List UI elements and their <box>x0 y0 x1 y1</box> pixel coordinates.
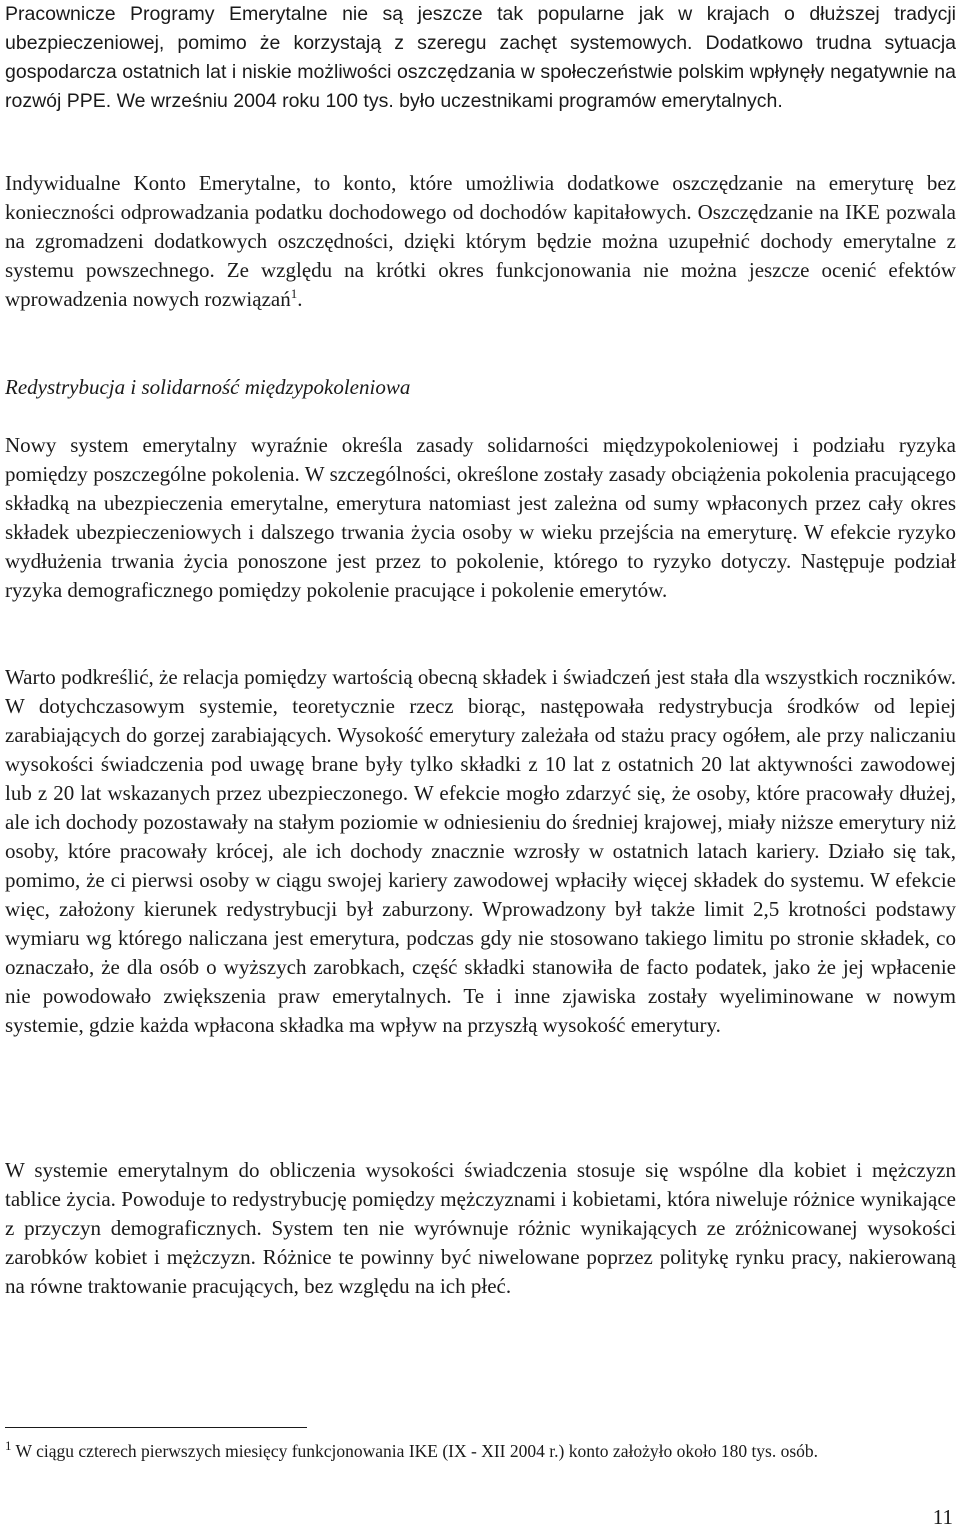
paragraph-ike <box>5 169 956 314</box>
paragraph-ppe <box>5 0 956 116</box>
paragraph-redistribution-text: Warto podkreślić, że relacja pomiędzy wartością obecną składek i świadczeń jest stała dla wszystkich roczników. W dotychczasowym systemie, teoretycznie rzecz biorąc, następowała redystrybucja środków od lepiej zarabiających do gorzej zarabiających. Wysokość emerytury zależała od stażu pracy ogółem, ale przy naliczaniu wysokości świadczenia pod uwagę brane były tylko składki z 10 lat z ostatnich 20 lat aktywności zawodowej lub z 20 lat wskazanych przez ubezpieczonego. W efekcie mogło zdarzyć się, że osoby, które pracowały dłużej, ale ich dochody pozostawały na stałym poziomie w odniesieniu do średniej krajowej, miały niższe emerytury niż osoby, które pracowały krócej, ale ich dochody znacznie wzrosły w ostatnich latach kariery. Działo się tak, pomimo, że ci pierwsi osoby w ciągu swojej kariery zawodowej wpłaciły więcej składek do systemu. W efekcie więc, założony kierunek redystrybucji był zaburzony. Wprowadzony był także limit 2,5 krotności podstawy wymiaru wg którego naliczana jest emerytura, podczas gdy nie stosowano takiego limitu po stronie składek, co oznaczało, że dla osób o wyższych zarobkach, część składki stanowiła de facto podatek, jako że jej wpłacenie nie powodowało zwiększenia praw emerytalnych. Te i inne zjawiska zostały wyeliminowane w nowym systemie, gdzie każda wpłacona składka ma wpływ na przyszłą wysokość emerytury. <box>5 665 956 1037</box>
footnote-separator <box>5 1427 307 1428</box>
paragraph-redistribution <box>5 663 956 1040</box>
footnote-reference[interactable]: 1 <box>290 286 298 301</box>
footnote-number: 1 <box>5 1438 12 1454</box>
page-number: 11 <box>932 1505 953 1529</box>
section-heading: Redystrybucja i solidarność międzypokoleniowa <box>5 375 411 399</box>
paragraph-solidarity <box>5 431 956 605</box>
paragraph-life-tables <box>5 1156 956 1301</box>
footnote <box>5 1438 945 1465</box>
footnote-text: W ciągu czterech pierwszych miesięcy funkcjonowania IKE (IX - XII 2004 r.) konto założyło około 180 tys. osób. <box>11 1441 819 1461</box>
paragraph-ike-end: . <box>297 287 303 311</box>
paragraph-ike-text: Indywidualne Konto Emerytalne, to konto, które umożliwia dodatkowe oszczędzanie na emeryturę bez konieczności odprowadzania podatku dochodowego od dochodów kapitałowych. Oszczędzanie na IKE pozwala na zgromadzeni dodatkowych oszczędności, dzięki którym będzie można uzupełnić dochody emerytalne z systemu powszechnego. Ze względu na krótki okres funkcjonowania nie można jeszcze ocenić efektów wprowadzenia nowych rozwiązań <box>5 171 956 311</box>
paragraph-life-tables-text: W systemie emerytalnym do obliczenia wysokości świadczenia stosuje się wspólne dla kobiet i mężczyzn tablice życia. Powoduje to redystrybucję pomiędzy mężczyznami i kobietami, która niweluje różnice wynikające z przyczyn demograficznych. System ten nie wyrównuje różnic wynikających ze zróżnicowanej wysokości zarobków kobiet i mężczyzn. Różnice te powinny być niwelowane poprzez politykę rynku pracy, nakierowaną na równe traktowanie pracujących, bez względu na ich płeć. <box>5 1158 956 1298</box>
paragraph-ppe-text: Pracownicze Programy Emerytalne nie są jeszcze tak popularne jak w krajach o dłuższej tradycji ubezpieczeniowej, pomimo że korzystają z szeregu zachęt systemowych. Dodatkowo trudna sytuacja gospodarcza ostatnich lat i niskie możliwości oszczędzania w społeczeństwie polskim wpłynęły negatywnie na rozwój PPE. We wrześniu 2004 roku 100 tys. było uczestnikami programów emerytalnych. <box>5 3 956 112</box>
paragraph-solidarity-text: Nowy system emerytalny wyraźnie określa zasady solidarności międzypokoleniowej i podziału ryzyka pomiędzy poszczególne pokolenia. W szczególności, określone zostały zasady obciążenia pokolenia pracującego składką na ubezpieczenia emerytalne, emerytura natomiast jest zależna od sumy wpłaconych przez cały okres składek ubezpieczeniowych i dalszego trwania życia osoby w wieku przejścia na emeryturę. W efekcie ryzyko wydłużenia trwania życia ponoszone jest przez to pokolenie, którego to ryzyko dotyczy. Następuje podział ryzyka demograficznego pomiędzy pokolenie pracujące i pokolenie emerytów. <box>5 433 956 602</box>
